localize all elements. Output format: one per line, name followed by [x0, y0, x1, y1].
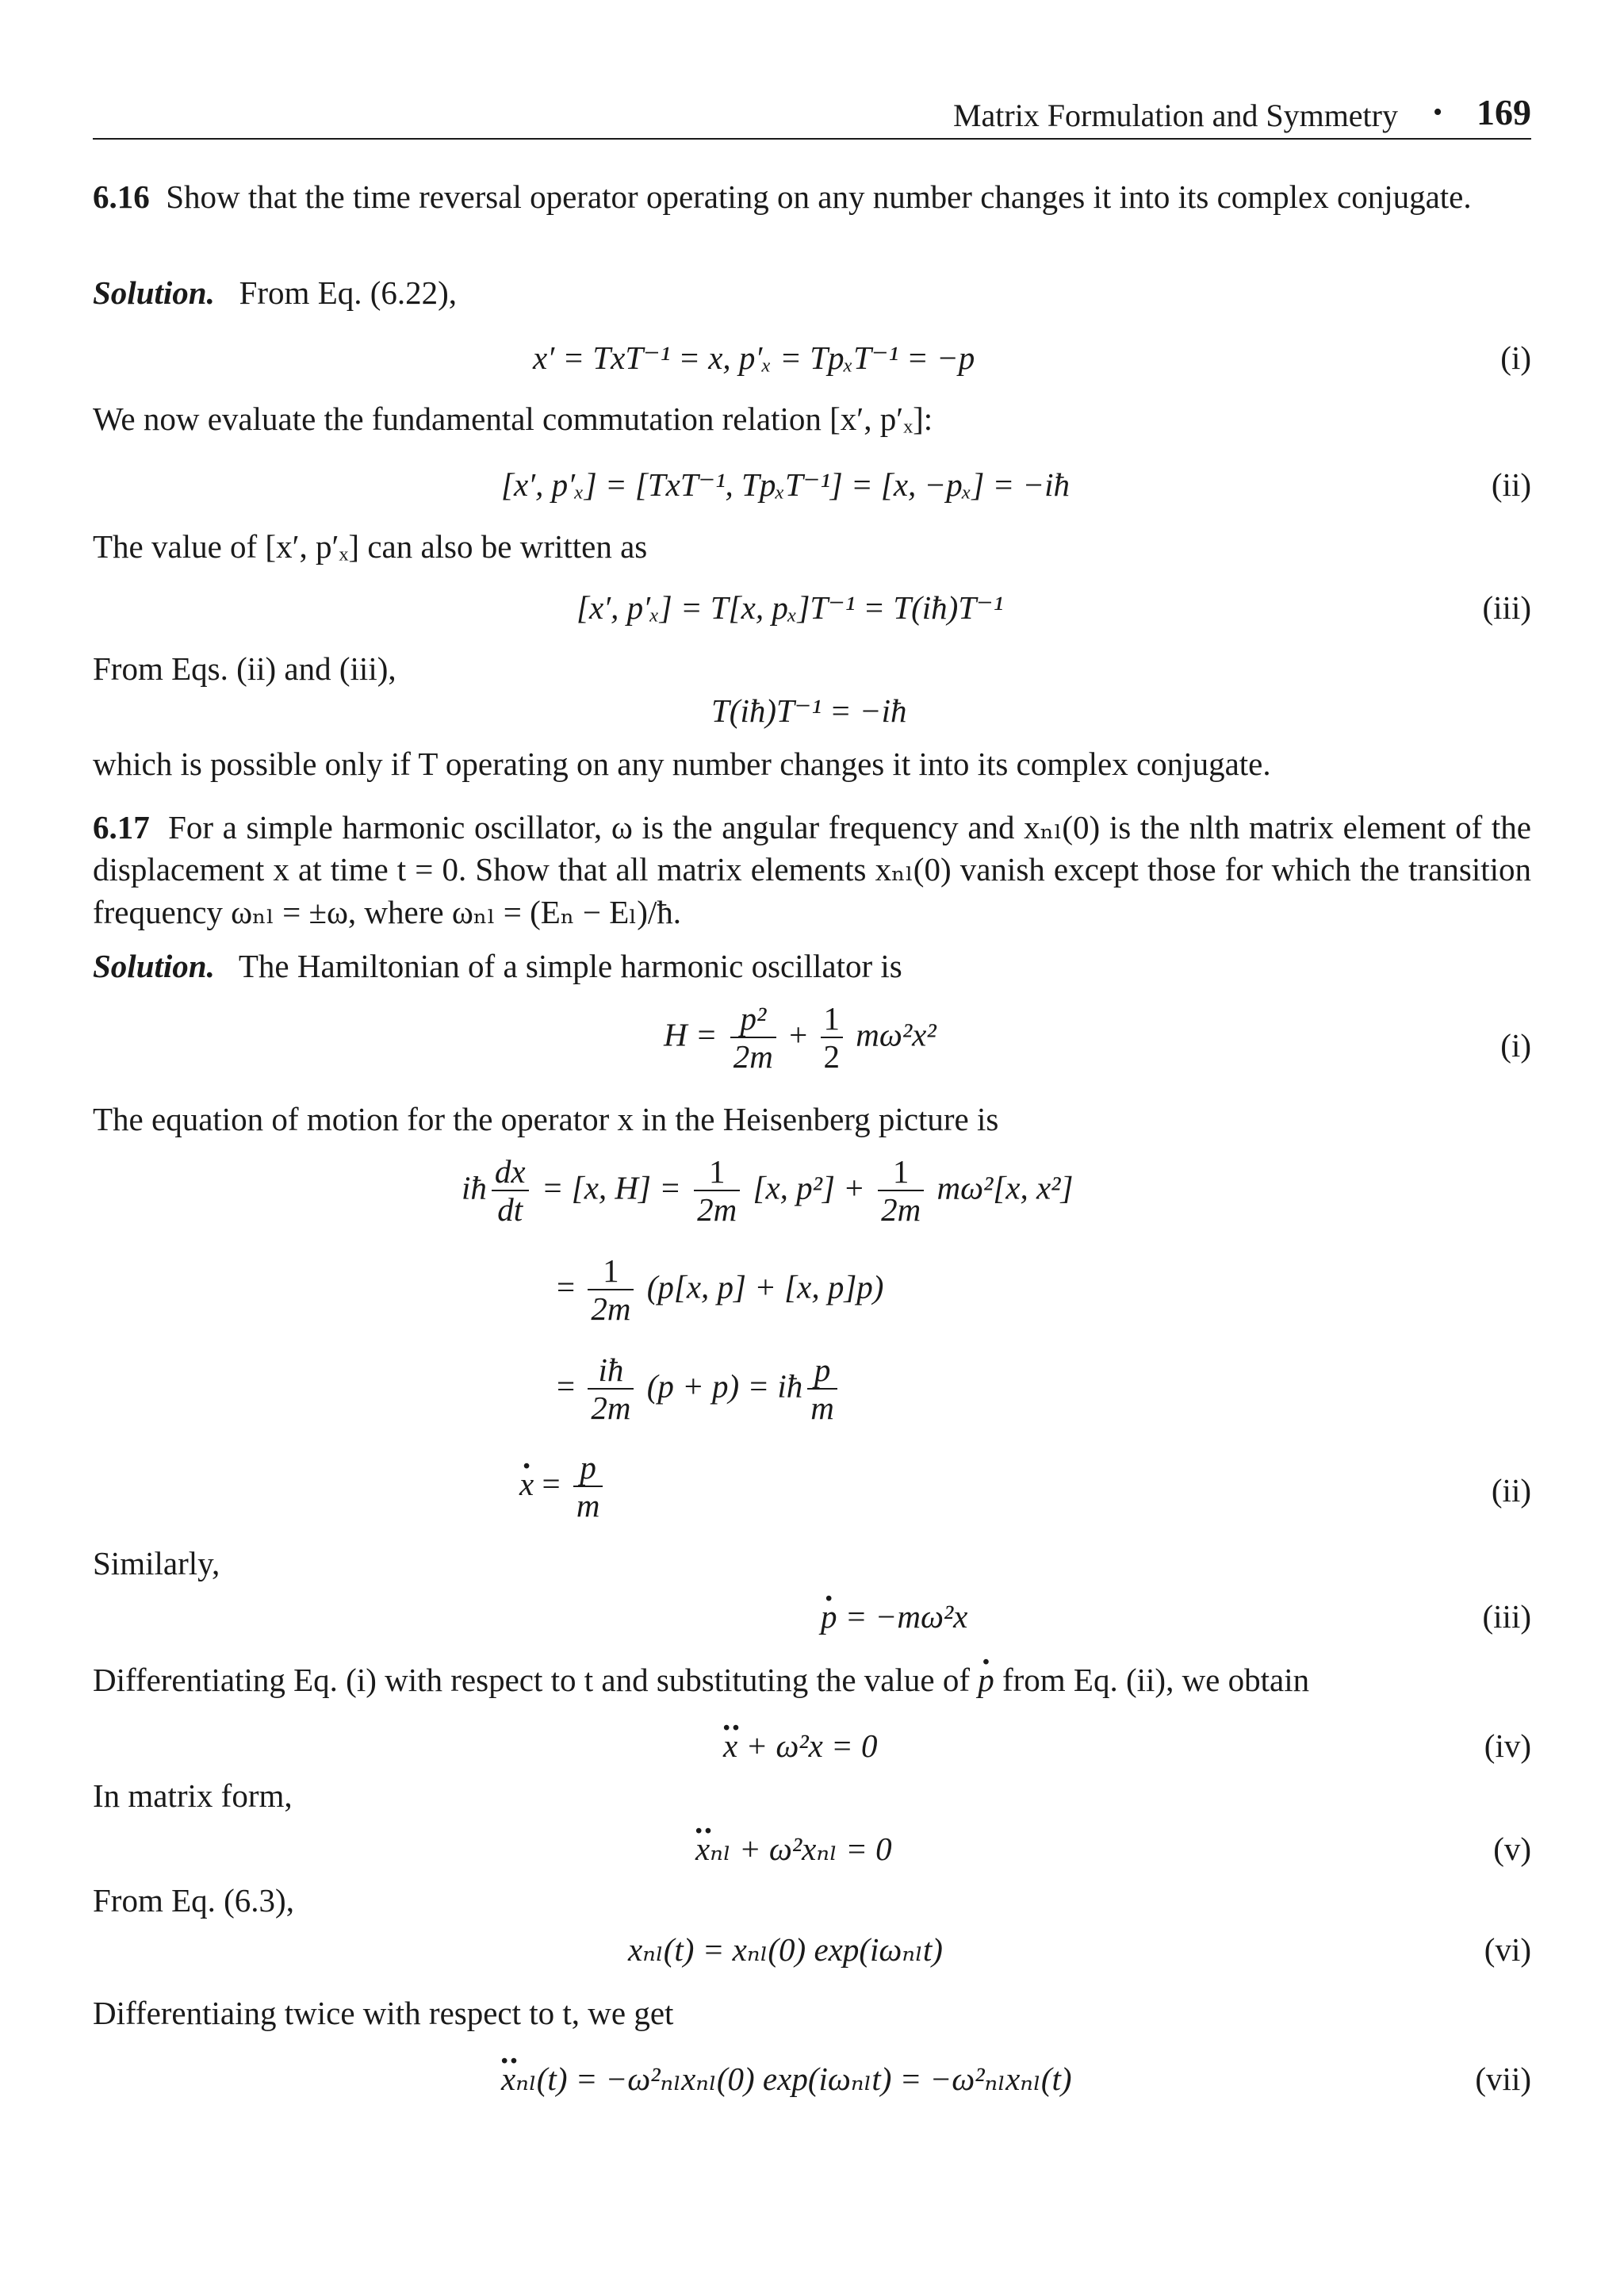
problem-number: 6.16 [93, 178, 150, 215]
fraction: $\frac{p}{m}$ [573, 1450, 603, 1524]
fraction: $\frac{1}{2}$ [821, 1001, 844, 1075]
text-line: which is possible only if T operating on any number changes it into its complex conjugate. [93, 746, 1271, 782]
equation-number: (vii) [1475, 2061, 1531, 2097]
fraction: $\frac{\text{p²}}{2m}$ [730, 1001, 776, 1075]
problem-text: Show that the time reversal operator operating on any number changes it into its complex conjugate. [166, 178, 1472, 215]
text-line: From Eq. (6.3), [93, 1882, 294, 1919]
equation-number: (i) [1500, 1027, 1531, 1064]
text-line: The equation of motion for the operator x in the Heisenberg picture is [93, 1101, 999, 1137]
solution-label: Solution. [93, 948, 215, 984]
equation-number: (iv) [1484, 1727, 1531, 1764]
equation-number: (ii) [1491, 1472, 1531, 1509]
text-line: In matrix form, [93, 1777, 293, 1814]
problem-text: For a simple harmonic oscillator, ω is the angular frequency and xₙₗ(0) is the nlth matrix element of the displacement x at time t = 0. Show that all matrix elements xₙₗ(0) vanish except those for which the transition frequency ωₙₗ = ±ω, where ωₙₗ = (Eₙ − Eₗ)/ħ. [93, 809, 1531, 930]
fraction: $\frac{p}{m}$ [807, 1352, 837, 1427]
equation-number: (vi) [1484, 1931, 1531, 1968]
equation-number: (iii) [1482, 1598, 1531, 1635]
equation-number: (v) [1493, 1831, 1531, 1867]
text-line: From Eqs. (ii) and (iii), [93, 650, 396, 687]
text-line: Differentiating Eq. (i) with respect to t and substituting the value of p · from Eq. (ii), we obtain [93, 1659, 1531, 1701]
text-line: We now evaluate the fundamental commutation relation [x′, p′ₓ]: [93, 401, 933, 437]
running-title: Matrix Formulation and Symmetry [952, 98, 1398, 133]
running-header [93, 89, 1531, 140]
fraction: $\frac{dx}{dt}$ [492, 1154, 529, 1229]
text-line: The value of [x′, p′ₓ] can also be written as [93, 528, 648, 565]
equation-number: (iii) [1482, 589, 1531, 626]
header-bullet: • [1433, 98, 1442, 127]
page: Matrix Formulation and Symmetry • 169 6.16 Show that the time reversal operator operating on any number changes it into its complex conjugate. Solution. From Eq. (6.22), x′ = TxT⁻¹ = x, p′ₓ = TpₓT⁻¹ = −p (i) We now evaluate the fundamental commutation relation [x′, p′ₓ]: [x′, p′ₓ] = [TxT⁻¹, TpₓT⁻¹] = [x, −pₓ] = −iħ (ii) The value of [x′, p′ₓ] can also be written as [x′, p′ₓ] = T[x, pₓ]T⁻¹ = T(iħ)T⁻¹ (iii) From Eqs. (ii) and (iii), T(iħ)T⁻¹ = −iħ which is possible only if T operating on any number changes it into its complex conjugate. 6.17 For a simple harmonic oscillator, ω is the angular frequency and xₙₗ(0) is the nlth matrix element of the displacement x at time t = 0. Show that all matrix elements xₙₗ(0) vanish except those for which the transition frequency ωₙₗ = ±ω, where ωₙₗ = (Eₙ − Eₗ)/ħ. Solution. The Hamiltonian of a simple harmonic oscillator is H = $\frac{\text{p²}}{2m}$ + $\frac{1}{2}$ mω²x² (i) The equation of motion for the operator x in the Heisenberg picture is iħ $\frac{dx}{dt}$ = [x, H] = $\frac{1}{2m}$ [x, p²] + $\frac{1}{2m}$ mω²[x, x²] = $\frac{1}{2m}$ (p[x, p] + [x, p]p) = $\frac{iħ}{2m}$ (p + p) = iħ $\frac{p}{m}$ x · = $\frac{p}{m}$ (ii) Similarly, p · = −mω²x (iii) Differentiating Eq. (i) with respect to t and substituting the value of p · from Eq. (ii), we obtain x ·· + ω²x = 0 (iv) In matrix form, x ··ₙₗ + ω²xₙₗ = 0 (v) From Eq. (6.3), xₙₗ(t) = xₙₗ(0) exp(iωₙₗt) (vi) Differentiaing twice with respect to t, we get x ··ₙₗ(t) = −ω²ₙₗxₙₗ(0) exp(iωₙₗt) = −ω²ₙₗxₙₗ(t) (vii) [0, 0, 1624, 2285]
fraction: $\frac{iħ}{2m}$ [588, 1352, 634, 1427]
text-line: Differentiaing twice with respect to t, we get [93, 1995, 674, 2031]
text-line: Similarly, [93, 1545, 220, 1581]
equation-6-17-i: H = $\frac{\text{p²}}{2m}$ + $\frac{1}{2}$ mω²x² (i) [664, 1000, 1531, 1075]
equation-number: (ii) [1491, 466, 1531, 503]
fraction: $\frac{1}{2m}$ [694, 1154, 740, 1229]
problem-number: 6.17 [93, 809, 150, 845]
fraction: $\frac{1}{2m}$ [878, 1154, 924, 1229]
equation-6-17-ii: x · = $\frac{p}{m}$ (ii) [93, 1450, 1531, 1537]
page-number: 169 [1477, 92, 1531, 132]
problem-6-16 [93, 176, 1531, 218]
fraction: $\frac{1}{2m}$ [588, 1253, 634, 1328]
solution-6-17-intro: Solution. The Hamiltonian of a simple harmonic oscillator is [93, 948, 902, 984]
solution-6-16-intro: Solution. From Eq. (6.22), [93, 274, 458, 311]
solution-label: Solution. [93, 274, 215, 311]
problem-6-17 [93, 807, 1531, 934]
equation-number: (i) [1500, 339, 1531, 376]
